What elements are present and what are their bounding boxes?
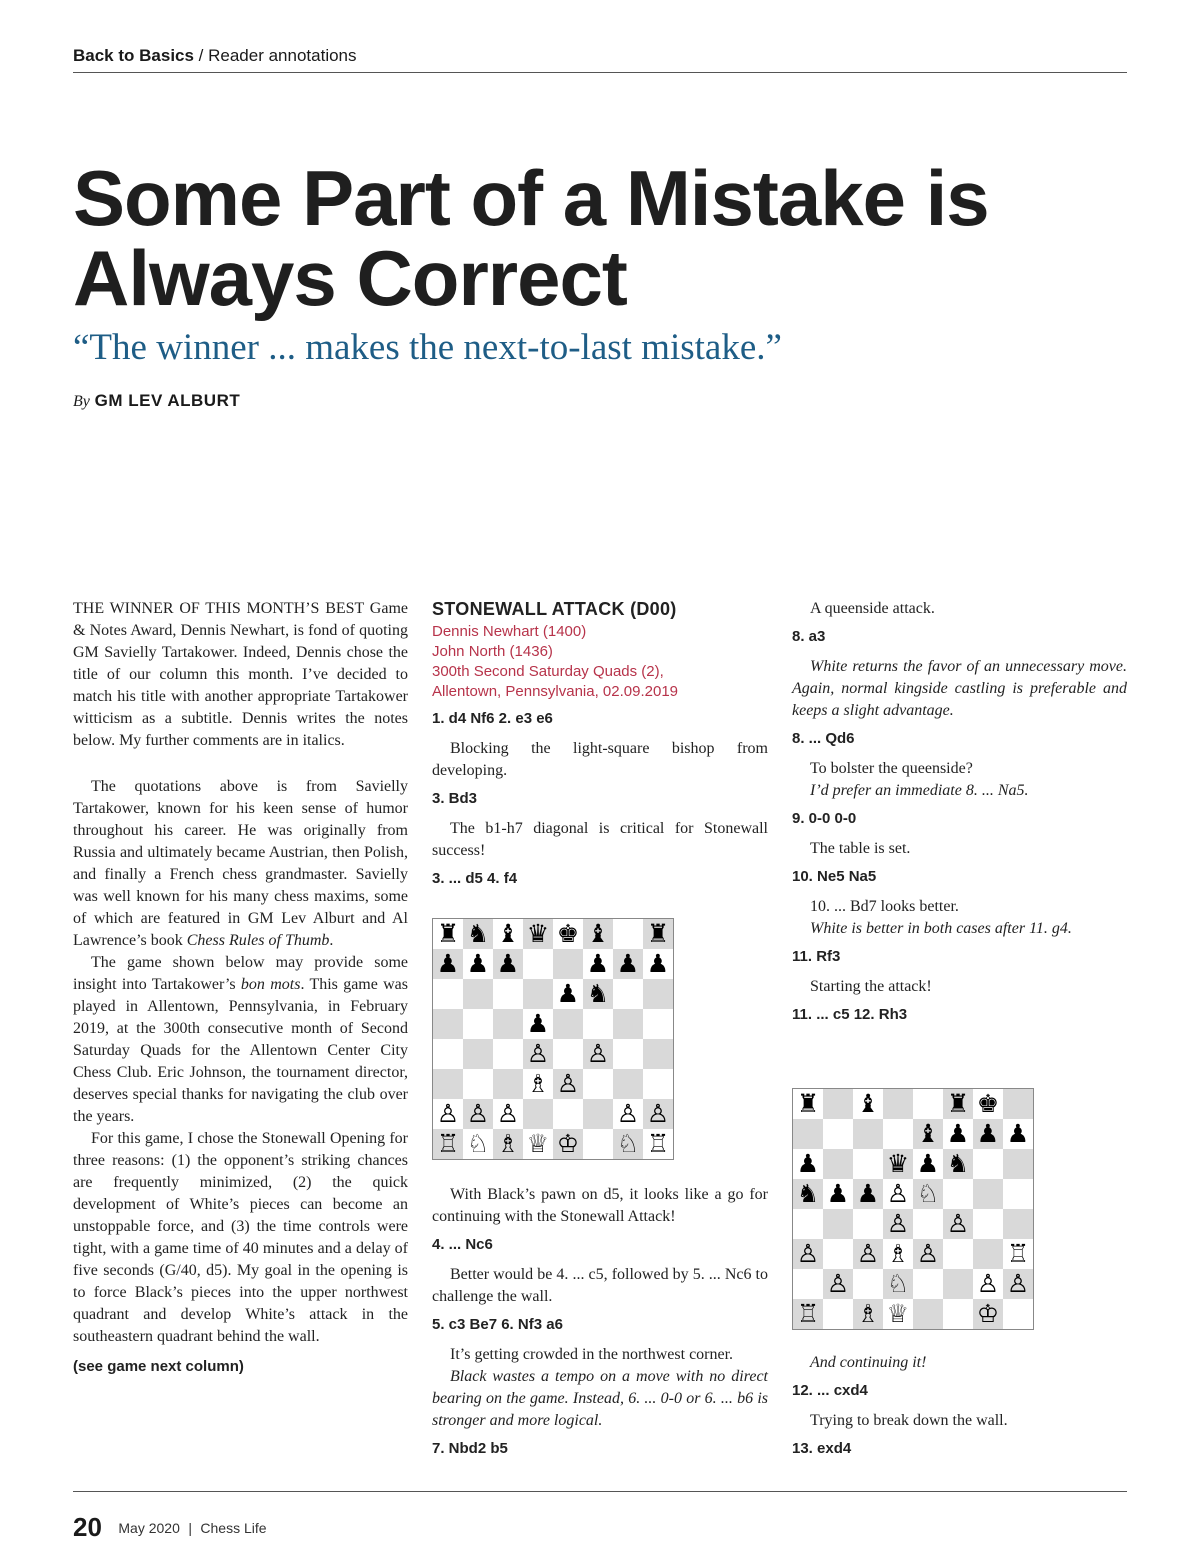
annotation: Better would be 4. ... c5, followed by 5. ... Nc6 to challenge the wall. (432, 1266, 768, 1305)
board-square (823, 1299, 853, 1329)
board-square (883, 1269, 913, 1299)
white-bishop-icon: ♗ (526, 1069, 550, 1098)
board-square (463, 1129, 493, 1159)
footer-rule (73, 1491, 1127, 1492)
board-square (433, 949, 463, 979)
board-square (973, 1179, 1003, 1209)
white-knight-icon: ♘ (466, 1129, 490, 1158)
white-pawn-icon: ♙ (826, 1269, 850, 1298)
white-pawn-icon: ♙ (1006, 1269, 1030, 1298)
black-pawn-icon: ♟ (586, 949, 610, 978)
black-knight-icon: ♞ (466, 919, 490, 948)
white-pawn-icon: ♙ (436, 1099, 460, 1128)
move-line: 11. Rf3 (792, 948, 841, 965)
see-next-column: (see game next column) (73, 1358, 244, 1375)
column-continuation-end (792, 1352, 1127, 1468)
board-square (823, 1089, 853, 1119)
black-pawn-icon: ♟ (946, 1119, 970, 1148)
move-line: 11. ... c5 12. Rh3 (792, 1006, 908, 1023)
board-square (643, 949, 673, 979)
board-square (553, 949, 583, 979)
board-square (793, 1209, 823, 1239)
board-square (913, 1179, 943, 1209)
board-square (793, 1089, 823, 1119)
tartakower-end: . (329, 932, 334, 949)
board-square (523, 1009, 553, 1039)
byline-by: By (73, 393, 90, 410)
game-title: STONEWALL ATTACK (D00) (432, 599, 677, 619)
board-square (943, 1239, 973, 1269)
chess-diagram-2 (792, 1088, 1034, 1330)
board-square (433, 1069, 463, 1099)
board-square (553, 1039, 583, 1069)
board-square (463, 1039, 493, 1069)
board-square (1003, 1119, 1033, 1149)
board-square (553, 1009, 583, 1039)
board-square (973, 1209, 1003, 1239)
board-square (823, 1119, 853, 1149)
board-square (973, 1089, 1003, 1119)
board-square (433, 979, 463, 1009)
board-square (853, 1119, 883, 1149)
column-game-continued (432, 1184, 768, 1468)
board-square (943, 1179, 973, 1209)
black-rook-icon: ♜ (436, 919, 460, 948)
board-square (913, 1089, 943, 1119)
white-rook-icon: ♖ (646, 1129, 670, 1158)
board-square (643, 1129, 673, 1159)
board-square (913, 1149, 943, 1179)
black-pawn-icon: ♟ (526, 1009, 550, 1038)
black-queen-icon: ♛ (886, 1149, 910, 1178)
black-pawn-icon: ♟ (796, 1149, 820, 1178)
board-square (493, 1009, 523, 1039)
board-square (853, 1149, 883, 1179)
byline-author: GM LEV ALBURT (94, 391, 241, 410)
move-line: 8. a3 (792, 628, 826, 645)
black-queen-icon: ♛ (526, 919, 550, 948)
black-pawn-icon: ♟ (616, 949, 640, 978)
annotation: To bolster the queenside? (810, 760, 973, 777)
game-white: Dennis Newhart (1400) (432, 623, 587, 640)
context-text: The game shown below may provide some insight into Tartakower’s (73, 954, 408, 993)
white-rook-icon: ♖ (1006, 1239, 1030, 1268)
move-line: 9. 0-0 0-0 (792, 810, 857, 827)
black-pawn-icon: ♟ (1006, 1119, 1030, 1148)
board-square (433, 1009, 463, 1039)
intro-text: Game & Notes Award, Dennis Newhart, is fond of quoting GM Savielly Tartakower. Indeed, Dennis chose the title of our column this month. I’ve decided to match his title with another appropriate Tartakower witticism as a subtitle. Dennis writes the notes below. My further comments are in italics. (73, 600, 409, 749)
board-square (463, 1009, 493, 1039)
board-square (823, 1149, 853, 1179)
board-square (853, 1299, 883, 1329)
page-footer (73, 1512, 267, 1543)
board-square (973, 1149, 1003, 1179)
black-bishop-icon: ♝ (916, 1119, 940, 1148)
board-square (823, 1269, 853, 1299)
board-square (553, 1129, 583, 1159)
annotation: With Black’s pawn on d5, it looks like a go for continuing with the Stonewall Attack! (432, 1186, 768, 1225)
column-continuation (792, 598, 1127, 1034)
board-square (643, 1099, 673, 1129)
footer-separator: | (188, 1519, 192, 1536)
book-title: Chess Rules of Thumb (186, 932, 330, 949)
board-square (823, 1239, 853, 1269)
white-pawn-icon: ♙ (886, 1209, 910, 1238)
white-pawn-icon: ♙ (616, 1099, 640, 1128)
magazine-name: Chess Life (200, 1519, 267, 1536)
board-square (583, 1009, 613, 1039)
board-square (1003, 1089, 1033, 1119)
white-queen-icon: ♕ (886, 1299, 910, 1328)
move-line: 3. Bd3 (432, 790, 478, 807)
board-square (883, 1149, 913, 1179)
game-place: Allentown, Pennsylvania, 02.09.2019 (432, 683, 679, 700)
board-square (793, 1239, 823, 1269)
board-square (523, 1129, 553, 1159)
white-king-icon: ♔ (976, 1299, 1000, 1328)
game-black: John North (1436) (432, 643, 553, 660)
white-bishop-icon: ♗ (886, 1239, 910, 1268)
board-square (583, 979, 613, 1009)
black-bishop-icon: ♝ (496, 919, 520, 948)
board-square (943, 1149, 973, 1179)
black-pawn-icon: ♟ (826, 1179, 850, 1208)
black-rook-icon: ♜ (646, 919, 670, 948)
game-context-paragraph (73, 952, 408, 1128)
board-square (553, 1099, 583, 1129)
white-pawn-icon: ♙ (586, 1039, 610, 1068)
board-square (613, 1039, 643, 1069)
issue-date: May 2020 (118, 1519, 180, 1536)
white-pawn-icon: ♙ (976, 1269, 1000, 1298)
move-line: 7. Nbd2 b5 (432, 1440, 508, 1457)
annotation: 10. ... Bd7 looks better. (810, 898, 959, 915)
gm-comment: White returns the favor of an unnecessary move. Again, normal kingside castling is preferable and keeps a slight advantage. (792, 658, 1127, 719)
board-square (433, 1099, 463, 1129)
board-square (883, 1179, 913, 1209)
context-text-end: . This game was played in Allentown, Pennsylvania, in February 2019, at the 300th consecutive month of Second Saturday Quads for the Allentown Center City Chess Club. Eric Johnson, the tournament director, deserves special thanks for navigating the club over the years. (73, 976, 409, 1125)
board-square (643, 919, 673, 949)
board-square (943, 1119, 973, 1149)
white-pawn-icon: ♙ (496, 1099, 520, 1128)
board-square (823, 1209, 853, 1239)
board-square (493, 1129, 523, 1159)
black-pawn-icon: ♟ (976, 1119, 1000, 1148)
white-knight-icon: ♘ (886, 1269, 910, 1298)
board-square (493, 1099, 523, 1129)
white-bishop-icon: ♗ (496, 1129, 520, 1158)
board-square (643, 1039, 673, 1069)
board-square (463, 1069, 493, 1099)
black-pawn-icon: ♟ (466, 949, 490, 978)
board-square (523, 1099, 553, 1129)
board-square (463, 919, 493, 949)
board-square (853, 1269, 883, 1299)
board-square (553, 979, 583, 1009)
black-king-icon: ♚ (556, 919, 580, 948)
board-square (883, 1089, 913, 1119)
board-square (973, 1119, 1003, 1149)
article-title: Some Part of a Mistake is Always Correct (73, 154, 989, 322)
black-pawn-icon: ♟ (436, 949, 460, 978)
gm-comment: Black wastes a tempo on a move with no direct bearing on the game. Instead, 6. ... 0-0 or 6. ... b6 is stronger and more logical. (432, 1368, 768, 1429)
board-square (853, 1089, 883, 1119)
board-square (553, 919, 583, 949)
bon-mots: bon mots (240, 976, 301, 993)
board-square (973, 1239, 1003, 1269)
white-rook-icon: ♖ (436, 1129, 460, 1158)
board-square (583, 1069, 613, 1099)
section-header (73, 46, 1127, 73)
board-square (583, 1039, 613, 1069)
board-square (433, 1039, 463, 1069)
black-knight-icon: ♞ (586, 979, 610, 1008)
board-square (613, 1099, 643, 1129)
black-pawn-icon: ♟ (496, 949, 520, 978)
board-square (523, 1039, 553, 1069)
board-square (613, 1069, 643, 1099)
annotation: The table is set. (810, 840, 911, 857)
board-square (793, 1269, 823, 1299)
board-square (463, 949, 493, 979)
white-pawn-icon: ♙ (526, 1039, 550, 1068)
white-rook-icon: ♖ (796, 1299, 820, 1328)
board-square (943, 1299, 973, 1329)
board-square (523, 979, 553, 1009)
board-square (793, 1299, 823, 1329)
board-square (913, 1269, 943, 1299)
white-bishop-icon: ♗ (856, 1299, 880, 1328)
board-square (853, 1179, 883, 1209)
black-pawn-icon: ♟ (646, 949, 670, 978)
board-square (883, 1209, 913, 1239)
board-square (433, 1129, 463, 1159)
black-pawn-icon: ♟ (556, 979, 580, 1008)
article-subtitle: “The winner ... makes the next-to-last mistake.” (73, 327, 782, 368)
board-square (583, 1129, 613, 1159)
intro-paragraph (73, 598, 408, 752)
black-king-icon: ♚ (976, 1089, 1000, 1118)
move-line: 8. ... Qd6 (792, 730, 855, 747)
page-number: 20 (73, 1512, 102, 1542)
board-square (883, 1299, 913, 1329)
white-pawn-icon: ♙ (556, 1069, 580, 1098)
board-square (463, 1099, 493, 1129)
board-square (433, 919, 463, 949)
board-square (523, 1069, 553, 1099)
section-name: Back to Basics (73, 46, 194, 65)
board-square (913, 1119, 943, 1149)
white-pawn-icon: ♙ (946, 1209, 970, 1238)
board-square (583, 919, 613, 949)
board-square (583, 949, 613, 979)
board-square (493, 979, 523, 1009)
board-square (553, 1069, 583, 1099)
header-separator: / (193, 46, 209, 65)
board-square (1003, 1269, 1033, 1299)
board-square (493, 919, 523, 949)
opening-paragraph: For this game, I chose the Stonewall Opening for three reasons: (1) the opponent’s striking chances are frequently minimized, (2) the quick development of White’s pieces can become an unstoppable force, and (3) the time controls were tight, with a game time of 40 minutes and a delay of five seconds (G/40, d5). My goal in the opening is to force Black’s pieces into the upper northwest quadrant and develop White’s attack in the southeastern quadrant behind the wall. (73, 1130, 408, 1345)
board-square (1003, 1209, 1033, 1239)
board-square (493, 1039, 523, 1069)
board-square (853, 1209, 883, 1239)
annotation: A queenside attack. (810, 600, 935, 617)
board-square (523, 949, 553, 979)
black-bishop-icon: ♝ (586, 919, 610, 948)
tartakower-text: The quotations above is from Savielly Tartakower, known for his keen sense of humor throughout his career. He was originally from Russia and ultimately became Austrian, then Polish, and finally a French chess grandmaster. Savielly was well known for his many chess maxims, some of which are featured in GM Lev Alburt and Al Lawrence’s book (73, 778, 408, 949)
board-square (793, 1179, 823, 1209)
white-knight-icon: ♘ (916, 1179, 940, 1208)
subsection-name: Reader annotations (208, 46, 357, 65)
move-line: 12. ... cxd4 (792, 1382, 868, 1399)
move-line: 1. d4 Nf6 2. e3 e6 (432, 710, 553, 727)
board-square (913, 1209, 943, 1239)
board-square (943, 1209, 973, 1239)
board-square (523, 919, 553, 949)
black-rook-icon: ♜ (946, 1089, 970, 1118)
board-square (1003, 1299, 1033, 1329)
annotation: Blocking the light-square bishop from developing. (432, 740, 768, 779)
intro-lead: THE WINNER OF THIS MONTH’S BEST (73, 600, 365, 617)
game-event: 300th Second Saturday Quads (2), (432, 663, 664, 680)
board-square (493, 949, 523, 979)
white-pawn-icon: ♙ (796, 1239, 820, 1268)
annotation: It’s getting crowded in the northwest corner. (450, 1346, 734, 1363)
board-square (973, 1269, 1003, 1299)
black-knight-icon: ♞ (796, 1179, 820, 1208)
board-square (883, 1239, 913, 1269)
board-square (1003, 1149, 1033, 1179)
move-line: 4. ... Nc6 (432, 1236, 493, 1253)
white-knight-icon: ♘ (616, 1129, 640, 1158)
annotation: And continuing it! (810, 1354, 927, 1371)
column-intro (73, 598, 408, 1378)
board-square (913, 1299, 943, 1329)
gm-comment: I’d prefer an immediate 8. ... Na5. (810, 782, 1029, 799)
board-square (943, 1269, 973, 1299)
annotation: The b1-h7 diagonal is critical for Stonewall success! (432, 820, 768, 859)
white-pawn-icon: ♙ (856, 1239, 880, 1268)
board-square (613, 919, 643, 949)
board-square (613, 949, 643, 979)
move-line: 10. Ne5 Na5 (792, 868, 877, 885)
board-square (613, 1129, 643, 1159)
move-line: 13. exd4 (792, 1440, 852, 1457)
black-knight-icon: ♞ (946, 1149, 970, 1178)
board-square (1003, 1179, 1033, 1209)
board-square (883, 1119, 913, 1149)
white-pawn-icon: ♙ (916, 1239, 940, 1268)
board-square (823, 1179, 853, 1209)
board-square (493, 1069, 523, 1099)
board-square (583, 1099, 613, 1129)
board-square (463, 979, 493, 1009)
board-square (1003, 1239, 1033, 1269)
board-square (973, 1299, 1003, 1329)
white-king-icon: ♔ (556, 1129, 580, 1158)
column-game (432, 598, 768, 898)
chess-diagram-1 (432, 918, 674, 1160)
board-square (793, 1149, 823, 1179)
black-pawn-icon: ♟ (856, 1179, 880, 1208)
board-square (793, 1119, 823, 1149)
move-line: 5. c3 Be7 6. Nf3 a6 (432, 1316, 563, 1333)
board-square (913, 1239, 943, 1269)
board-square (613, 979, 643, 1009)
black-rook-icon: ♜ (796, 1089, 820, 1118)
white-pawn-icon: ♙ (886, 1179, 910, 1208)
white-pawn-icon: ♙ (646, 1099, 670, 1128)
byline (73, 391, 240, 411)
white-pawn-icon: ♙ (466, 1099, 490, 1128)
board-square (943, 1089, 973, 1119)
board-square (643, 1009, 673, 1039)
move-line: 3. ... d5 4. f4 (432, 870, 518, 887)
white-queen-icon: ♕ (526, 1129, 550, 1158)
tartakower-paragraph (73, 776, 408, 952)
board-square (643, 1069, 673, 1099)
annotation: Trying to break down the wall. (810, 1412, 1008, 1429)
black-bishop-icon: ♝ (856, 1089, 880, 1118)
board-square (613, 1009, 643, 1039)
annotation: Starting the attack! (810, 978, 932, 995)
board-square (853, 1239, 883, 1269)
black-pawn-icon: ♟ (916, 1149, 940, 1178)
gm-comment: White is better in both cases after 11. g4. (810, 920, 1072, 937)
board-square (643, 979, 673, 1009)
